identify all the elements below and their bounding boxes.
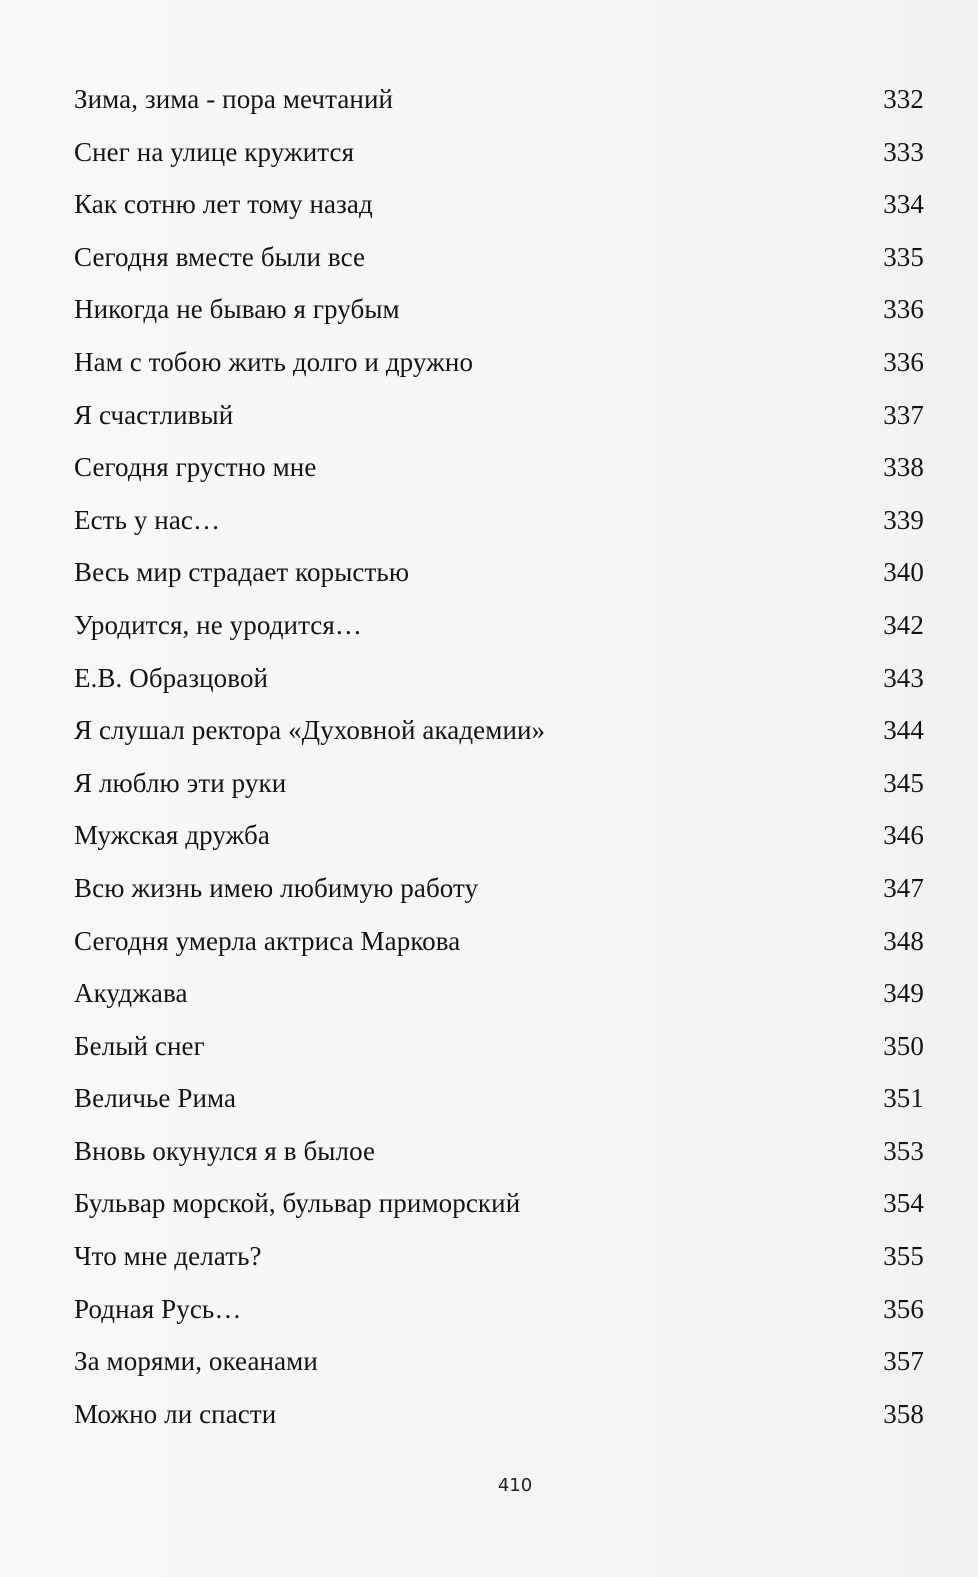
toc-entry-page-number: 351 xyxy=(883,1083,924,1114)
toc-entry-page-number: 355 xyxy=(883,1241,924,1272)
toc-entry xyxy=(74,663,924,716)
toc-entry xyxy=(74,1136,924,1189)
toc-entry-title: Сегодня вместе были все xyxy=(74,241,366,272)
toc-entry-title: За морями, океанами xyxy=(74,1346,318,1377)
toc-entry-page-number: 344 xyxy=(883,715,924,746)
toc-entry-title: Сегодня грустно мне xyxy=(74,452,317,483)
toc-entry-page-number: 358 xyxy=(883,1398,924,1429)
toc-entry-title: Нам с тобою жить долго и дружно xyxy=(74,346,474,377)
toc-entry-page-number: 336 xyxy=(883,294,924,325)
toc-entry-title: Сегодня умерла актриса Маркова xyxy=(74,925,461,956)
toc-entry-page-number: 356 xyxy=(883,1293,924,1324)
toc-entry-page-number: 346 xyxy=(883,820,924,851)
toc-entry xyxy=(74,294,924,347)
toc-entry xyxy=(74,505,924,558)
toc-entry-page-number: 348 xyxy=(883,925,924,956)
toc-entry xyxy=(74,1346,924,1399)
toc-entry-title: Я люблю эти руки xyxy=(74,767,287,798)
toc-entry-title: Уродится, не уродится… xyxy=(74,609,363,640)
page-number: 410 xyxy=(497,1475,533,1496)
toc-entry xyxy=(74,978,924,1031)
toc-entry xyxy=(74,400,924,453)
toc-entry-title: Весь мир страдает корыстью xyxy=(74,557,410,588)
toc-entry xyxy=(74,820,924,873)
toc-entry-page-number: 338 xyxy=(883,452,924,483)
toc-entry xyxy=(74,1031,924,1084)
toc-entry-page-number: 336 xyxy=(883,346,924,377)
toc-entry xyxy=(74,84,924,137)
toc-entry-page-number: 335 xyxy=(883,241,924,272)
toc-entry-title: Акуджава xyxy=(74,978,188,1009)
toc-entry-title: Зима, зима - пора мечтаний xyxy=(74,84,394,114)
toc-entry-title: Величье Рима xyxy=(74,1083,237,1114)
toc-entry-page-number: 334 xyxy=(883,189,924,220)
toc-entry xyxy=(74,926,924,979)
toc-entry-title: Как сотню лет тому назад xyxy=(74,189,373,220)
toc-entry xyxy=(74,1188,924,1241)
toc-entry-page-number: 354 xyxy=(883,1188,924,1219)
toc-entry-page-number: 337 xyxy=(883,399,924,430)
toc-entry-page-number: 332 xyxy=(883,84,924,114)
toc-entry-title: Что мне делать? xyxy=(74,1241,262,1272)
toc-entry xyxy=(74,715,924,768)
toc-entry-title: Есть у нас… xyxy=(74,504,221,535)
toc-entry xyxy=(74,242,924,295)
toc-entry xyxy=(74,610,924,663)
toc-entry-page-number: 343 xyxy=(883,662,924,693)
toc-entry-title: Мужская дружба xyxy=(74,820,270,851)
toc-entry xyxy=(74,1399,924,1452)
toc-entry-page-number: 342 xyxy=(883,609,924,640)
toc-entry-title: Всю жизнь имею любимую работу xyxy=(74,872,479,903)
toc-entry-title: Родная Русь… xyxy=(74,1293,242,1324)
toc-entry-title: Никогда не бываю я грубым xyxy=(74,294,400,325)
toc-entry-title: Снег на улице кружится xyxy=(74,136,355,167)
toc-entry-page-number: 340 xyxy=(883,557,924,588)
toc-entry-title: Бульвар морской, бульвар приморский xyxy=(74,1188,521,1219)
toc-entry-title: Я слушал ректора «Духовной академии» xyxy=(74,715,546,746)
toc-entry-title: Белый снег xyxy=(74,1030,205,1061)
toc-entry-page-number: 333 xyxy=(883,136,924,167)
toc-entry xyxy=(74,1083,924,1136)
toc-entry-page-number: 350 xyxy=(883,1030,924,1061)
toc-entry-page-number: 353 xyxy=(883,1135,924,1166)
toc-entry xyxy=(74,347,924,400)
toc-entry xyxy=(74,452,924,505)
toc-entry-page-number: 357 xyxy=(883,1346,924,1377)
toc-entry xyxy=(74,1294,924,1347)
toc-entry xyxy=(74,873,924,926)
toc-entry xyxy=(74,137,924,190)
toc-entry xyxy=(74,768,924,821)
toc-entry-page-number: 347 xyxy=(883,872,924,903)
toc-entry-title: Е.В. Образцовой xyxy=(74,662,269,693)
toc-entry xyxy=(74,1241,924,1294)
toc-entry-title: Вновь окунулся я в былое xyxy=(74,1135,376,1166)
toc-entry-page-number: 349 xyxy=(883,978,924,1009)
toc-entry-page-number: 339 xyxy=(883,504,924,535)
toc-entry xyxy=(74,189,924,242)
toc-entry xyxy=(74,557,924,610)
table-of-contents xyxy=(74,84,924,1451)
toc-entry-title: Можно ли спасти xyxy=(74,1398,277,1429)
toc-entry-page-number: 345 xyxy=(883,767,924,798)
toc-entry-title: Я счастливый xyxy=(74,399,234,430)
